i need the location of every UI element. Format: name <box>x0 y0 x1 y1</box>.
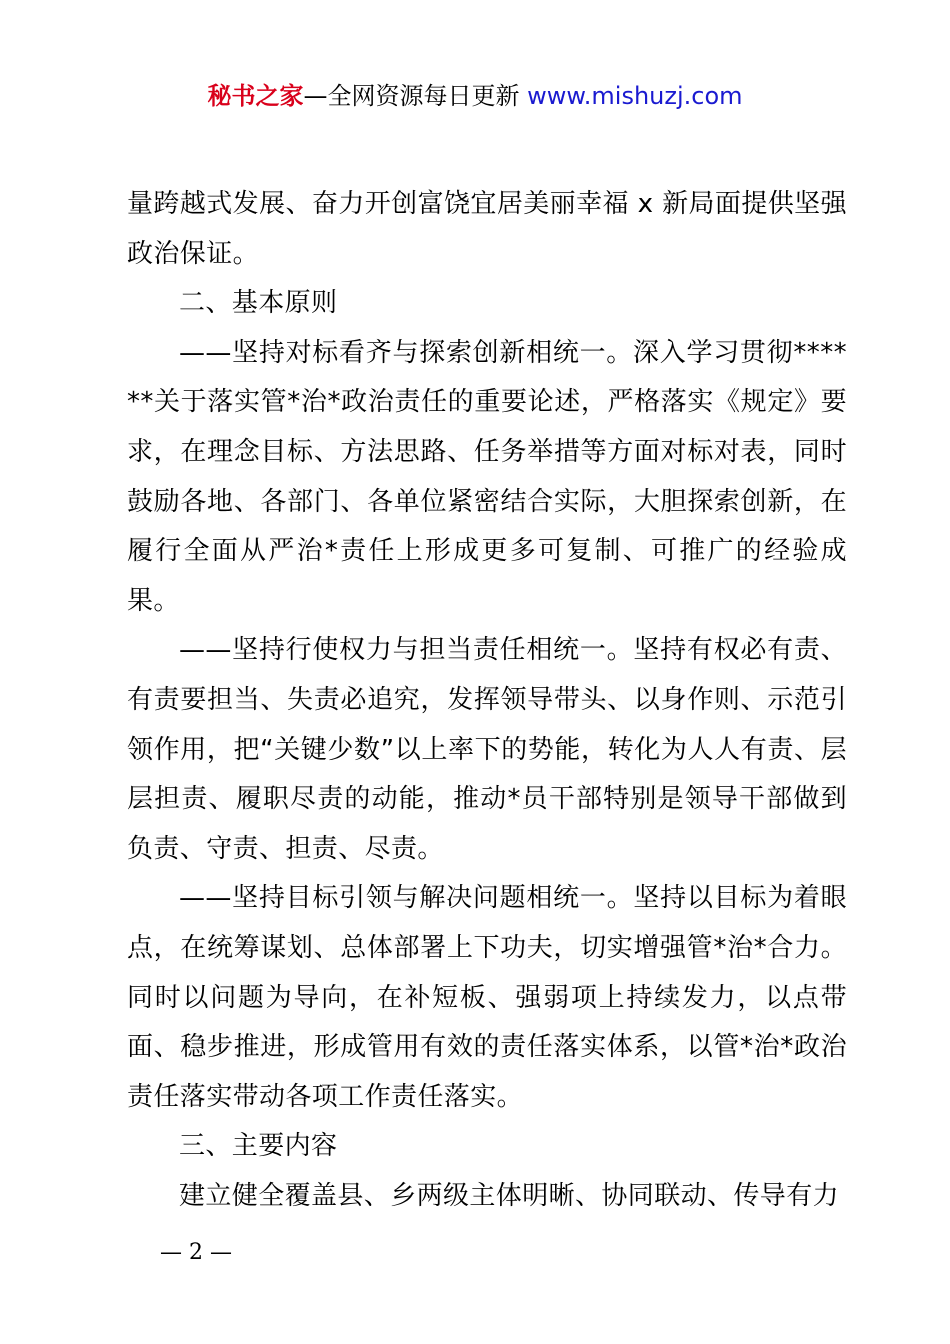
site-header <box>0 80 950 112</box>
paragraph: ——坚持对标看齐与探索创新相统一。深入学习贯彻******关于落实管*治*政治责任的重要论述，严格落实《规定》要求，在理念目标、方法思路、任务举措等方面对标对表，同时鼓励各地、各部门、各单位紧密结合实际，大胆探索创新，在履行全面从严治*责任上形成更多可复制、可推广的经验成果。 <box>127 337 847 616</box>
document-body <box>127 180 847 1221</box>
section-heading-basic-principles: 二、基本原则 <box>179 288 338 319</box>
paragraph: 量跨越式发展、奋力开创富饶宜居美丽幸福 x 新局面提供坚强政治保证。 <box>127 189 847 269</box>
paragraph: ——坚持行使权力与担当责任相统一。坚持有权必有责、有责要担当、失责必追究，发挥领导带头、以身作则、示范引领作用，把“关键少数”以上率下的势能，转化为人人有责、层层担责、履职尽责的动能，推动*员干部特别是领导干部做到负责、守责、担责、尽责。 <box>127 635 847 864</box>
site-brand-name: 秘书之家 <box>207 82 304 110</box>
section-heading-main-content: 三、主要内容 <box>179 1131 338 1162</box>
site-url-link[interactable]: www.mishuzj.com <box>527 82 743 110</box>
page-number: — 2 — <box>160 1240 232 1265</box>
paragraph: ——坚持目标引领与解决问题相统一。坚持以目标为着眼点，在统筹谋划、总体部署上下功夫，切实增强管*治*合力。同时以问题为导向，在补短板、强弱项上持续发力，以点带面、稳步推进，形成管用有效的责任落实体系，以管*治*政治责任落实带动各项工作责任落实。 <box>127 883 847 1112</box>
paragraph: 建立健全覆盖县、乡两级主体明晰、协同联动、传导有力 <box>179 1180 840 1211</box>
site-tagline: —全网资源每日更新 <box>303 82 528 110</box>
